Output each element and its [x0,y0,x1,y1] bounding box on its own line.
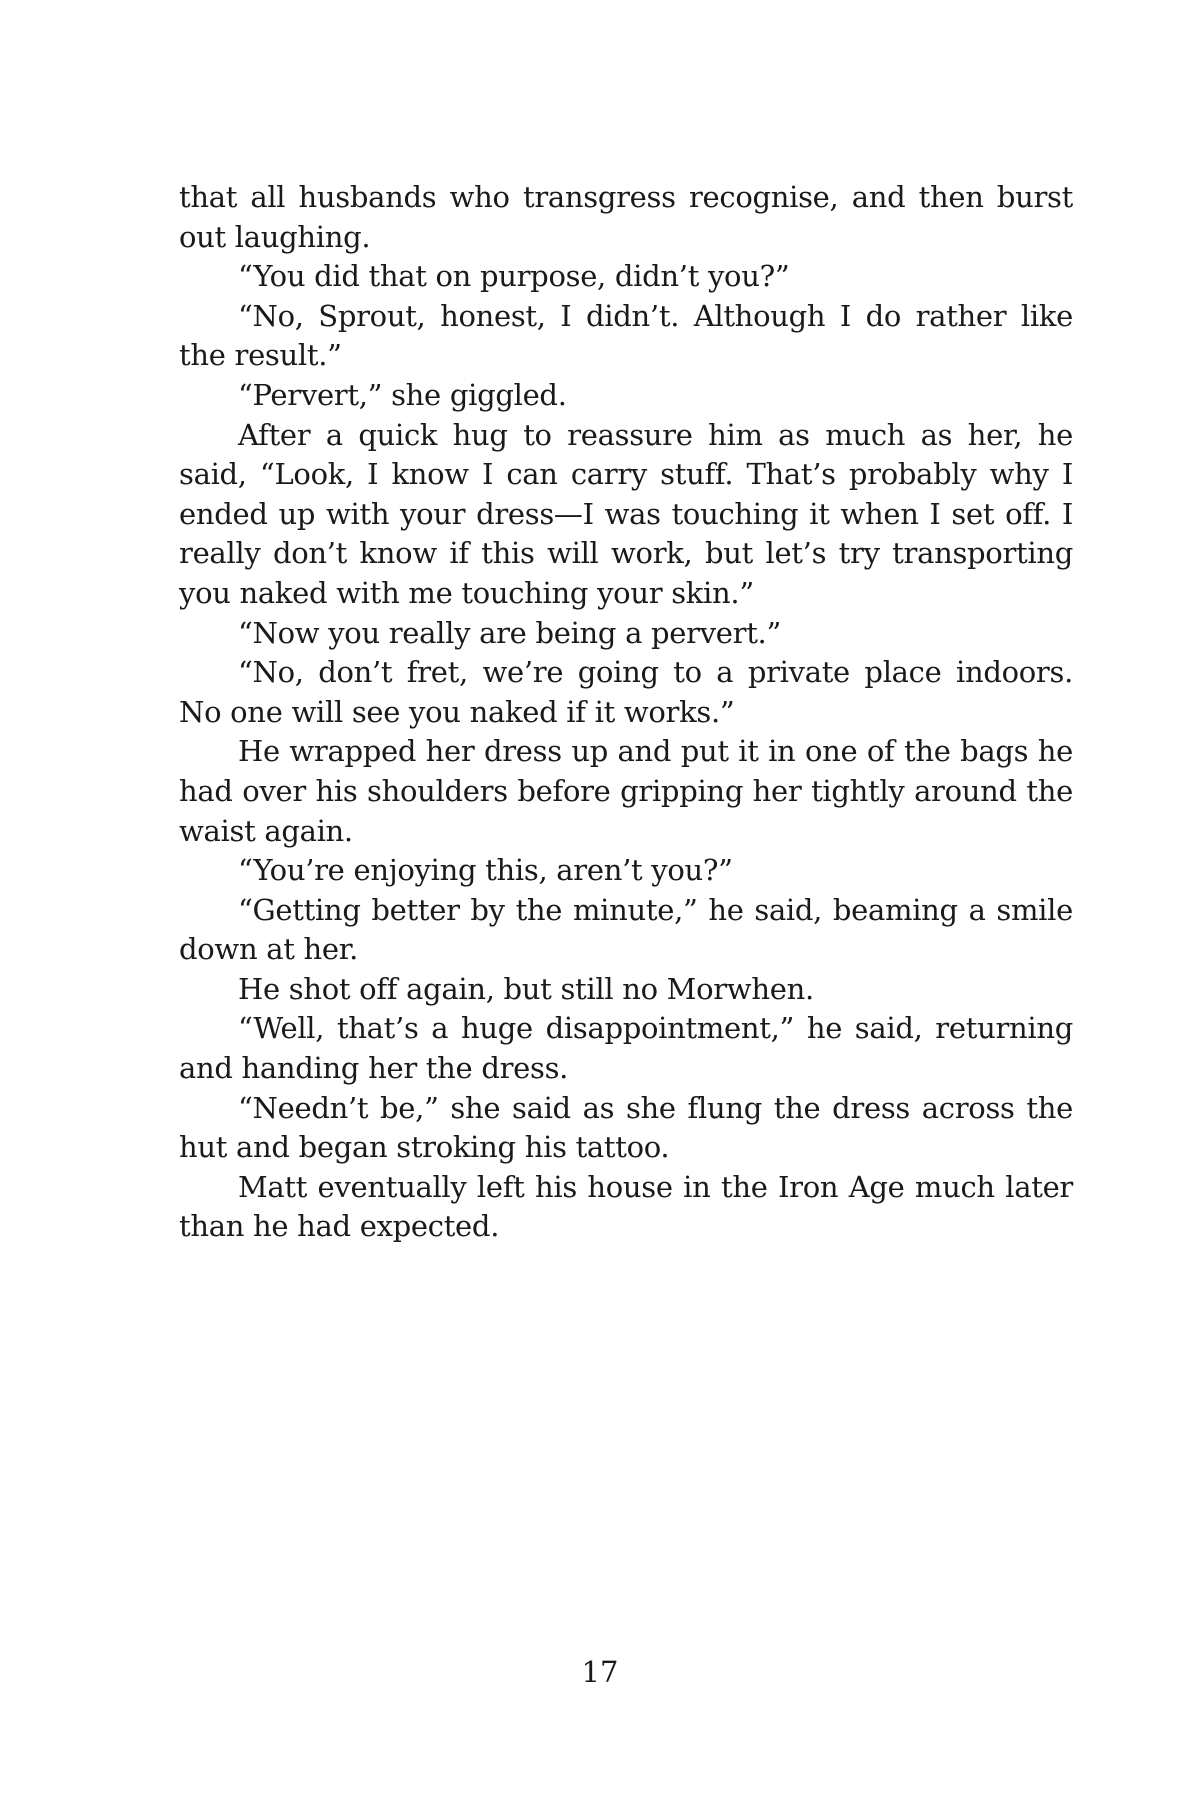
paragraph-10: “Getting better by the minute,” he said, beaming a smile down at her. [179,892,1073,967]
paragraph-12: “Well, that’s a huge disappointment,” he said, returning and handing her the dress. [179,1011,1073,1086]
page-number: 17 [581,1655,619,1689]
paragraph-13: “Needn’t be,” she said as she flung the dress across the hut and began stroking his tattoo. [179,1090,1073,1165]
paragraph-1: that all husbands who transgress recognise, and then burst out laughing. [179,180,1073,254]
paragraph-9: “You’re enjoying this, aren’t you?” [238,853,733,888]
paragraph-8: He wrapped her dress up and put it in one of the bags he had over his shoulders before gripping her tightly around the waist again. [179,734,1073,848]
paragraph-2: “You did that on purpose, didn’t you?” [238,259,790,294]
paragraph-11: He shot off again, but still no Morwhen. [238,971,814,1006]
paragraph-6: “Now you really are being a pervert.” [238,615,782,650]
paragraph-5: After a quick hug to reassure him as much as her, he said, “Look, I know I can carry stuff. That’s probably why I ended up with your dress—I was touching it when I set off. I really don’t know if this will work, but let’s try transporting you naked with me touching your skin.” [179,417,1073,610]
paragraph-14: Matt eventually left his house in the Iron Age much later than he had expected. [179,1169,1073,1244]
body-text [179,178,1073,1247]
paragraph-7: “No, don’t fret, we’re going to a private place indoors. No one will see you naked if it works.” [179,655,1073,729]
paragraph-3: “No, Sprout, honest, I didn’t. Although I do rather like the result.” [179,298,1073,373]
paragraph-4: “Pervert,” she giggled. [238,377,567,412]
